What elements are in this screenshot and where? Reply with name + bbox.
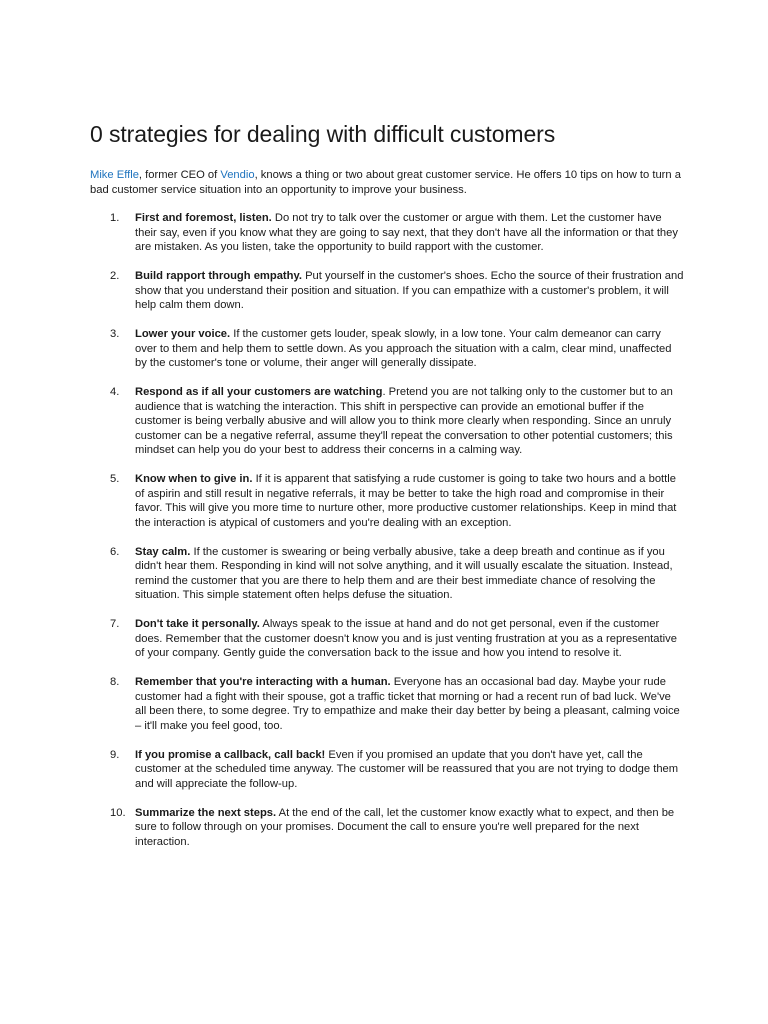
list-item-body: . Pretend you are not talking only to the customer but to an audience that is watching the interaction. This shift in perspective can provide an emotional buffer if the customer is being verbally abusive and will allow you to think more clearly when responding. Since an unruly customer can be a negative referral, assume they'll repeat the conversation to other potential customers; this mindset can help you do your best to address their concerns in a calming way. (135, 386, 673, 456)
list-item-body: If it is apparent that satisfying a rude customer is going to take two hours and a bottle of aspirin and still result in negative referrals, it may be better to take the high road and compromise in their favor. This will give you more time to nurture other, more productive customer relationships. Keep in mind that the interaction is atypical of customers and you're dealing with an exception. (135, 473, 677, 529)
list-item-number: 4. (110, 386, 120, 398)
list-item-heading: Stay calm. (135, 545, 191, 558)
tips-list (90, 211, 684, 849)
list-item-heading: Know when to give in. (135, 473, 253, 485)
list-item-heading: Lower your voice. (135, 328, 231, 340)
list-item-heading: Build rapport through empathy. (135, 270, 302, 282)
list-item-heading: First and foremost, listen. (135, 212, 272, 224)
list-item (90, 748, 684, 792)
list-item (90, 806, 684, 850)
list-item (90, 545, 684, 603)
list-item-heading: Remember that you're interacting with a human. (135, 676, 391, 688)
list-item-heading: Respond as if all your customers are watching (135, 386, 383, 398)
list-item-body: If the customer is swearing or being verbally abusive, take a deep breath and continue as if you didn't hear them. Responding in kind will not solve anything, and it will usually escalate the situation. Instead, remind the customer that you are there to help them and are their best immediate chance of resolving the situation. This simple statement often helps defuse the situation. (135, 545, 673, 601)
list-item-number: 10. (110, 806, 126, 819)
list-item (90, 327, 684, 371)
list-item-heading: If you promise a callback, call back! (135, 748, 326, 761)
list-item-heading: Don't take it personally. (135, 618, 260, 630)
list-item-number: 7. (110, 618, 120, 630)
list-item (90, 617, 684, 661)
list-item-body: If the customer gets louder, speak slowly, in a low tone. Your calm demeanor can carry over to them and help them to settle down. As you approach the situation with a calm, clear mind, unaffected by the customer's tone or volume, their anger will generally dissipate. (135, 328, 672, 369)
list-item-number: 6. (110, 545, 120, 558)
list-item (90, 269, 684, 313)
list-item (90, 211, 684, 255)
page-title: 0 strategies for dealing with difficult customers (90, 121, 556, 147)
list-item-number: 5. (110, 473, 120, 485)
document-page (90, 119, 684, 864)
list-item-body: Even if you promised an update that you don't have yet, call the customer at the scheduled time anyway. The customer will be reassured that you are not trying to dodge them and will appreciate the follow-up. (135, 748, 679, 790)
company-link[interactable]: Vendio (220, 169, 255, 181)
list-item-number: 1. (110, 212, 120, 224)
list-item-number: 2. (110, 270, 120, 282)
list-item-number: 8. (110, 676, 120, 688)
list-item-body: Always speak to the issue at hand and do not get personal, even if the customer does. Remember that the customer doesn't know you and is just venting frustration at you as a representative of your company. Gently guide the conversation back to the issue and how you intend to resolve it. (135, 618, 677, 659)
list-item (90, 472, 684, 530)
intro-paragraph (90, 168, 684, 197)
list-item-number: 9. (110, 748, 120, 761)
list-item-heading: Summarize the next steps. (135, 806, 277, 819)
list-item-body: At the end of the call, let the customer know exactly what to expect, and then be sure to follow through on your promises. Document the call to ensure you're well prepared for the next interaction. (135, 806, 675, 848)
list-item (90, 385, 684, 458)
list-item (90, 675, 684, 733)
intro-text-1: , former CEO of (138, 169, 221, 181)
list-item-number: 3. (110, 328, 120, 340)
list-item-body: Put yourself in the customer's shoes. Echo the source of their frustration and show that you understand their position and situation. If you can empathize with a customer's problem, it will help calm them down. (135, 270, 684, 311)
list-item-body: Do not try to talk over the customer or argue with them. Let the customer have their say, even if you know what they are going to say next, that they don't have all the information or that they are mistaken. As you listen, take the opportunity to build rapport with the customer. (135, 212, 678, 253)
person-link[interactable]: Mike Effle (90, 169, 139, 181)
list-item-body: Everyone has an occasional bad day. Maybe your rude customer had a fight with their spouse, got a traffic ticket that morning or had a recent run of bad luck. We've all been there, to some degree. Try to empathize and make their day better by being a pleasant, calming voice – it'll make you feel good, too. (135, 676, 680, 732)
intro-text-2: , knows a thing or two about great customer service. He offers 10 tips on how to turn a bad customer service situation into an opportunity to improve your business. (90, 169, 681, 196)
